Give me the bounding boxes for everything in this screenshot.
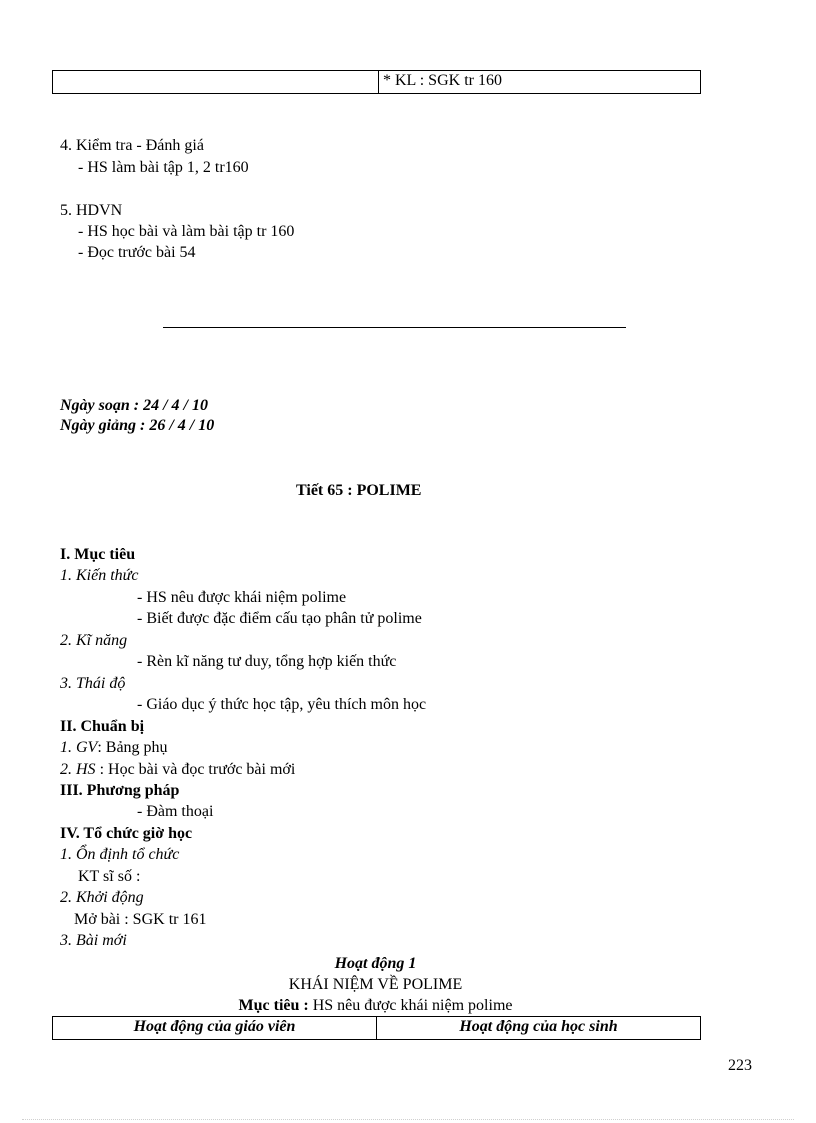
ki-nang-label: 2. Kĩ năng — [60, 632, 128, 649]
bai-moi-label: 3. Bài mới — [60, 932, 127, 949]
chuan-bi-heading: II. Chuẩn bị — [60, 718, 145, 735]
section4-item: - HS làm bài tập 1, 2 tr160 — [78, 159, 249, 176]
top-table-left-cell — [53, 71, 379, 93]
kien-thuc-label: 1. Kiến thức — [60, 567, 139, 584]
chuan-bi-hs — [60, 760, 295, 780]
activity-table-header — [52, 1016, 701, 1040]
hs-label: 2. HS — [60, 761, 96, 778]
section5-heading: 5. HDVN — [60, 202, 123, 219]
thai-do-label: 3. Thái độ — [60, 675, 126, 692]
kien-thuc-item: - HS nêu được khái niệm polime — [137, 589, 347, 606]
col-header-student: Hoạt động của học sinh — [459, 1018, 618, 1035]
col-header-teacher: Hoạt động của giáo viên — [53, 1017, 377, 1039]
gv-label: 1. GV — [60, 739, 98, 756]
on-dinh-label: 1. Ổn định tổ chức — [60, 846, 180, 863]
top-table — [52, 70, 701, 94]
page-number: 223 — [728, 1057, 752, 1074]
hoat-dong-title: Hoạt động 1 — [334, 955, 417, 972]
on-dinh-text: KT sĩ số : — [78, 868, 141, 885]
hs-text: : Học bài và đọc trước bài mới — [95, 761, 296, 778]
hoat-dong-muc-tieu-text: HS nêu được khái niệm polime — [308, 997, 513, 1014]
lesson-title: Tiết 65 : POLIME — [296, 482, 422, 499]
top-table-right-cell: * KL : SGK tr 160 — [383, 72, 502, 89]
section5-item: - HS học bài và làm bài tập tr 160 — [78, 223, 295, 240]
kien-thuc-item: - Biết được đặc điểm cấu tạo phân tử polime — [137, 610, 422, 627]
section4-heading: 4. Kiểm tra - Đánh giá — [60, 137, 204, 154]
hoat-dong-subtitle: KHÁI NIỆM VỀ POLIME — [288, 976, 463, 993]
chuan-bi-gv — [60, 738, 168, 758]
khoi-dong-label: 2. Khởi động — [60, 889, 144, 906]
page-bottom-border — [22, 1119, 794, 1120]
ngay-soan: Ngày soạn : 24 / 4 / 10 — [60, 397, 208, 414]
phuong-phap-heading: III. Phương pháp — [60, 782, 180, 799]
separator-line — [163, 327, 626, 328]
to-chuc-heading: IV. Tổ chức giờ học — [60, 825, 193, 842]
phuong-phap-item: - Đàm thoại — [137, 803, 214, 820]
gv-text: : Bảng phụ — [97, 739, 168, 756]
section5-item: - Đọc trước bài 54 — [78, 244, 196, 261]
khoi-dong-text: Mở bài : SGK tr 161 — [74, 911, 207, 928]
ki-nang-item: - Rèn kĩ năng tư duy, tổng hợp kiến thức — [137, 653, 397, 670]
ngay-giang: Ngày giảng : 26 / 4 / 10 — [60, 417, 215, 434]
thai-do-item: - Giáo dục ý thức học tập, yêu thích môn học — [137, 696, 427, 713]
hoat-dong-muc-tieu — [52, 996, 699, 1016]
muc-tieu-heading: I. Mục tiêu — [60, 546, 136, 563]
hoat-dong-muc-tieu-label: Mục tiêu : — [238, 997, 309, 1014]
